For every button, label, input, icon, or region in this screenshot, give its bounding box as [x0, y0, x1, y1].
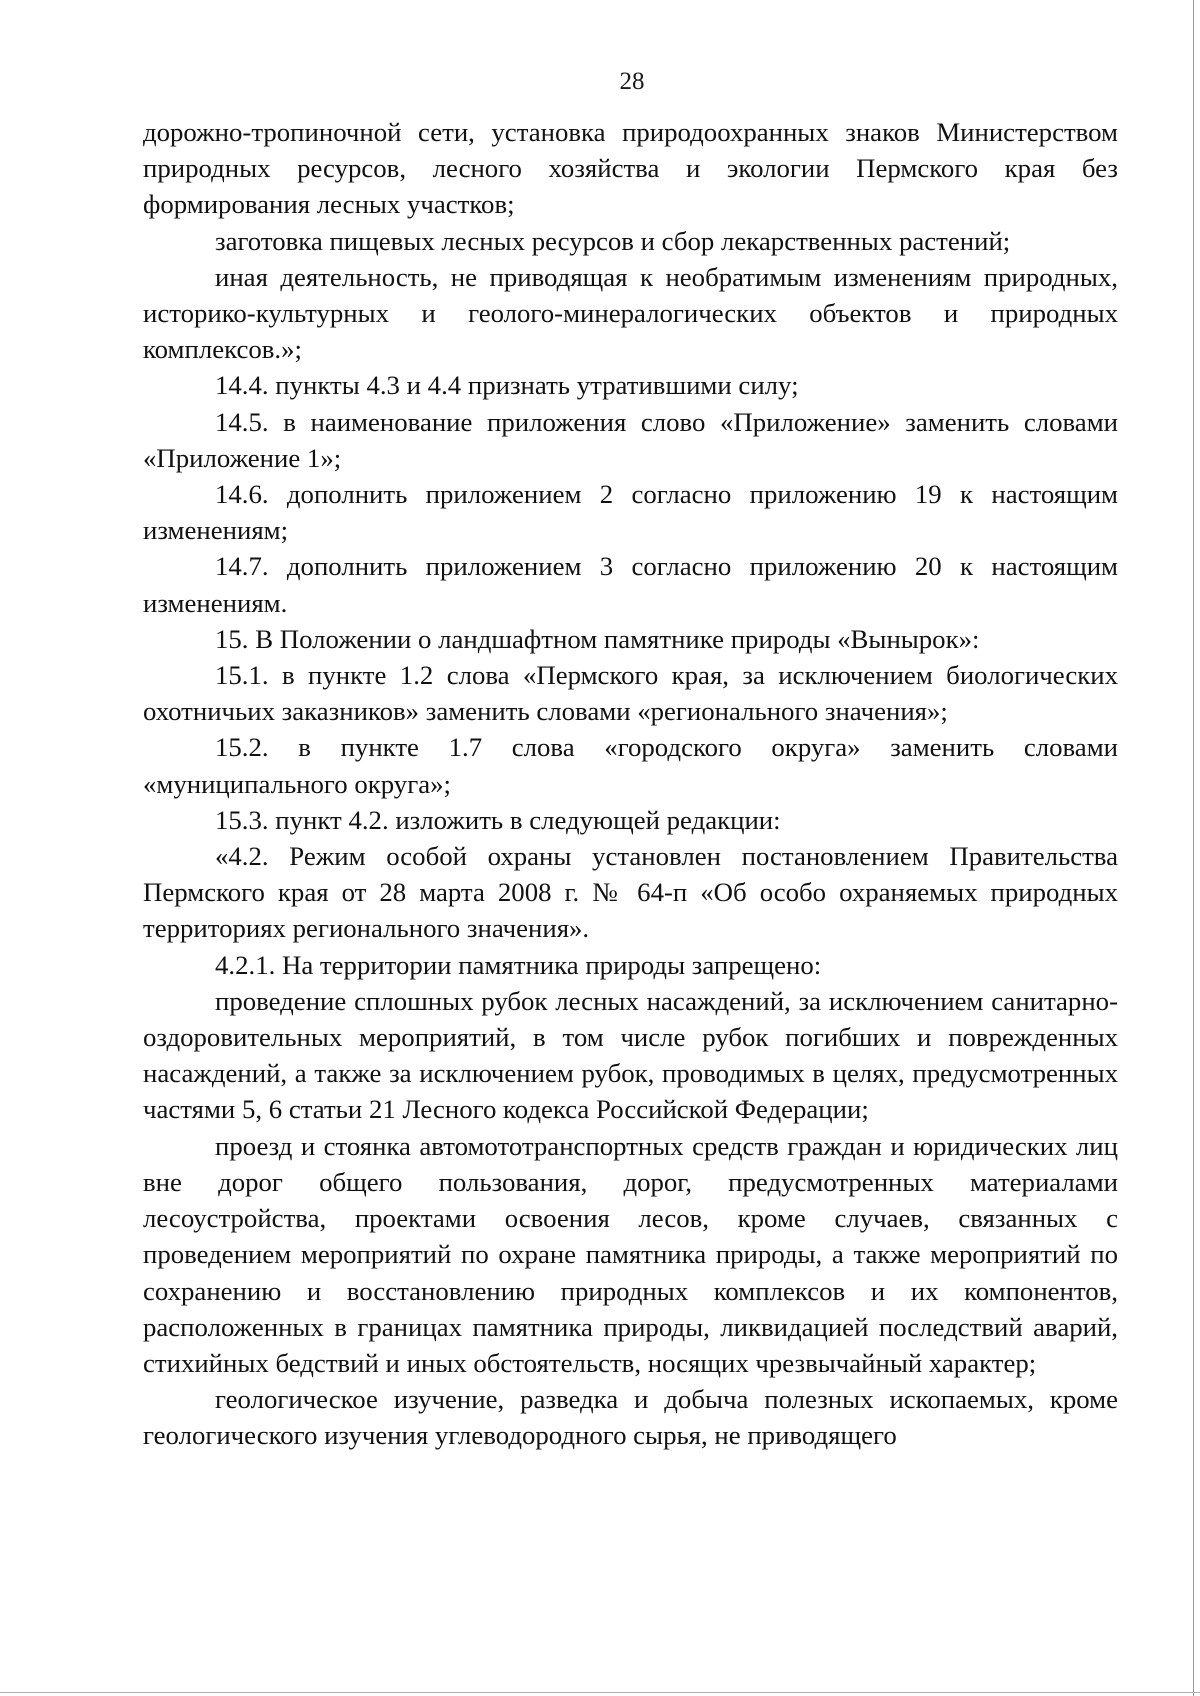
paragraph: «4.2. Режим особой охраны установлен постановлением Правительства Пермского края от 28 марта 2008 г. № 64-п «Об особо охраняемых природных территориях регионального значения».: [143, 841, 1118, 944]
paragraph: 15.2. в пункте 1.7 слова «городского округа» заменить словами «муниципального округа»;: [143, 732, 1118, 799]
page-number: 28: [619, 68, 645, 95]
paragraph: 15.3. пункт 4.2. изложить в следующей редакции:: [215, 804, 781, 835]
paragraph: проезд и стоянка автомототранспортных средств граждан и юридических лиц вне дорог общего пользования, дорог, предусмотренных материалами лесоустройства, проектами освоения лесов, кроме случаев, связанных с проведением мероприятий по охране памятника природы, а также мероприятий по сохранению и восстановлению природных комплексов и их компонентов, расположенных в границах памятника природы, ликвидацией последствий аварий, стихийных бедствий и иных обстоятельств, носящих чрезвычайный характер;: [143, 1130, 1118, 1378]
paragraph: 4.2.1. На территории памятника природы запрещено:: [215, 949, 822, 980]
paragraph: иная деятельность, не приводящая к необратимым изменениям природных, историко-культурных и геолого-минералогических объектов и природных комплексов.»;: [143, 261, 1118, 365]
scan-edge-right: [1193, 0, 1194, 1696]
scan-edge-bottom: [0, 1692, 1200, 1693]
paragraph: заготовка пищевых лесных ресурсов и сбор лекарственных растений;: [215, 225, 1011, 256]
paragraph: 14.5. в наименование приложения слово «Приложение» заменить словами «Приложение 1»;: [143, 406, 1118, 473]
paragraph: 15. В Положении о ландшафтном памятнике природы «Вынырок»:: [215, 623, 980, 654]
paragraph: 14.4. пункты 4.3 и 4.4 признать утратившими силу;: [215, 370, 799, 401]
paragraph: 15.1. в пункте 1.2 слова «Пермского края, за исключением биологических охотничьих заказников» заменить словами «регионального значения»;: [143, 660, 1118, 727]
paragraph: геологическое изучение, разведка и добыча полезных ископаемых, кроме геологического изучения углеводородного сырья, не приводящего: [143, 1384, 1118, 1451]
paragraph: дорожно-тропиночной сети, установка природоохранных знаков Министерством природных ресурсов, лесного хозяйства и экологии Пермского края без формирования лесных участков;: [143, 117, 1118, 220]
document-body: [143, 114, 1118, 1454]
paragraph: 14.7. дополнить приложением 3 согласно приложению 20 к настоящим изменениям.: [143, 551, 1118, 618]
paragraph: проведение сплошных рубок лесных насаждений, за исключением санитарно-оздоровительных мероприятий, в том числе рубок погибших и поврежденных насаждений, а также за исключением рубок, проводимых в целях, предусмотренных частями 5, 6 статьи 21 Лесного кодекса Российской Федерации;: [143, 985, 1118, 1125]
paragraph: 14.6. дополнить приложением 2 согласно приложению 19 к настоящим изменениям;: [143, 479, 1118, 546]
